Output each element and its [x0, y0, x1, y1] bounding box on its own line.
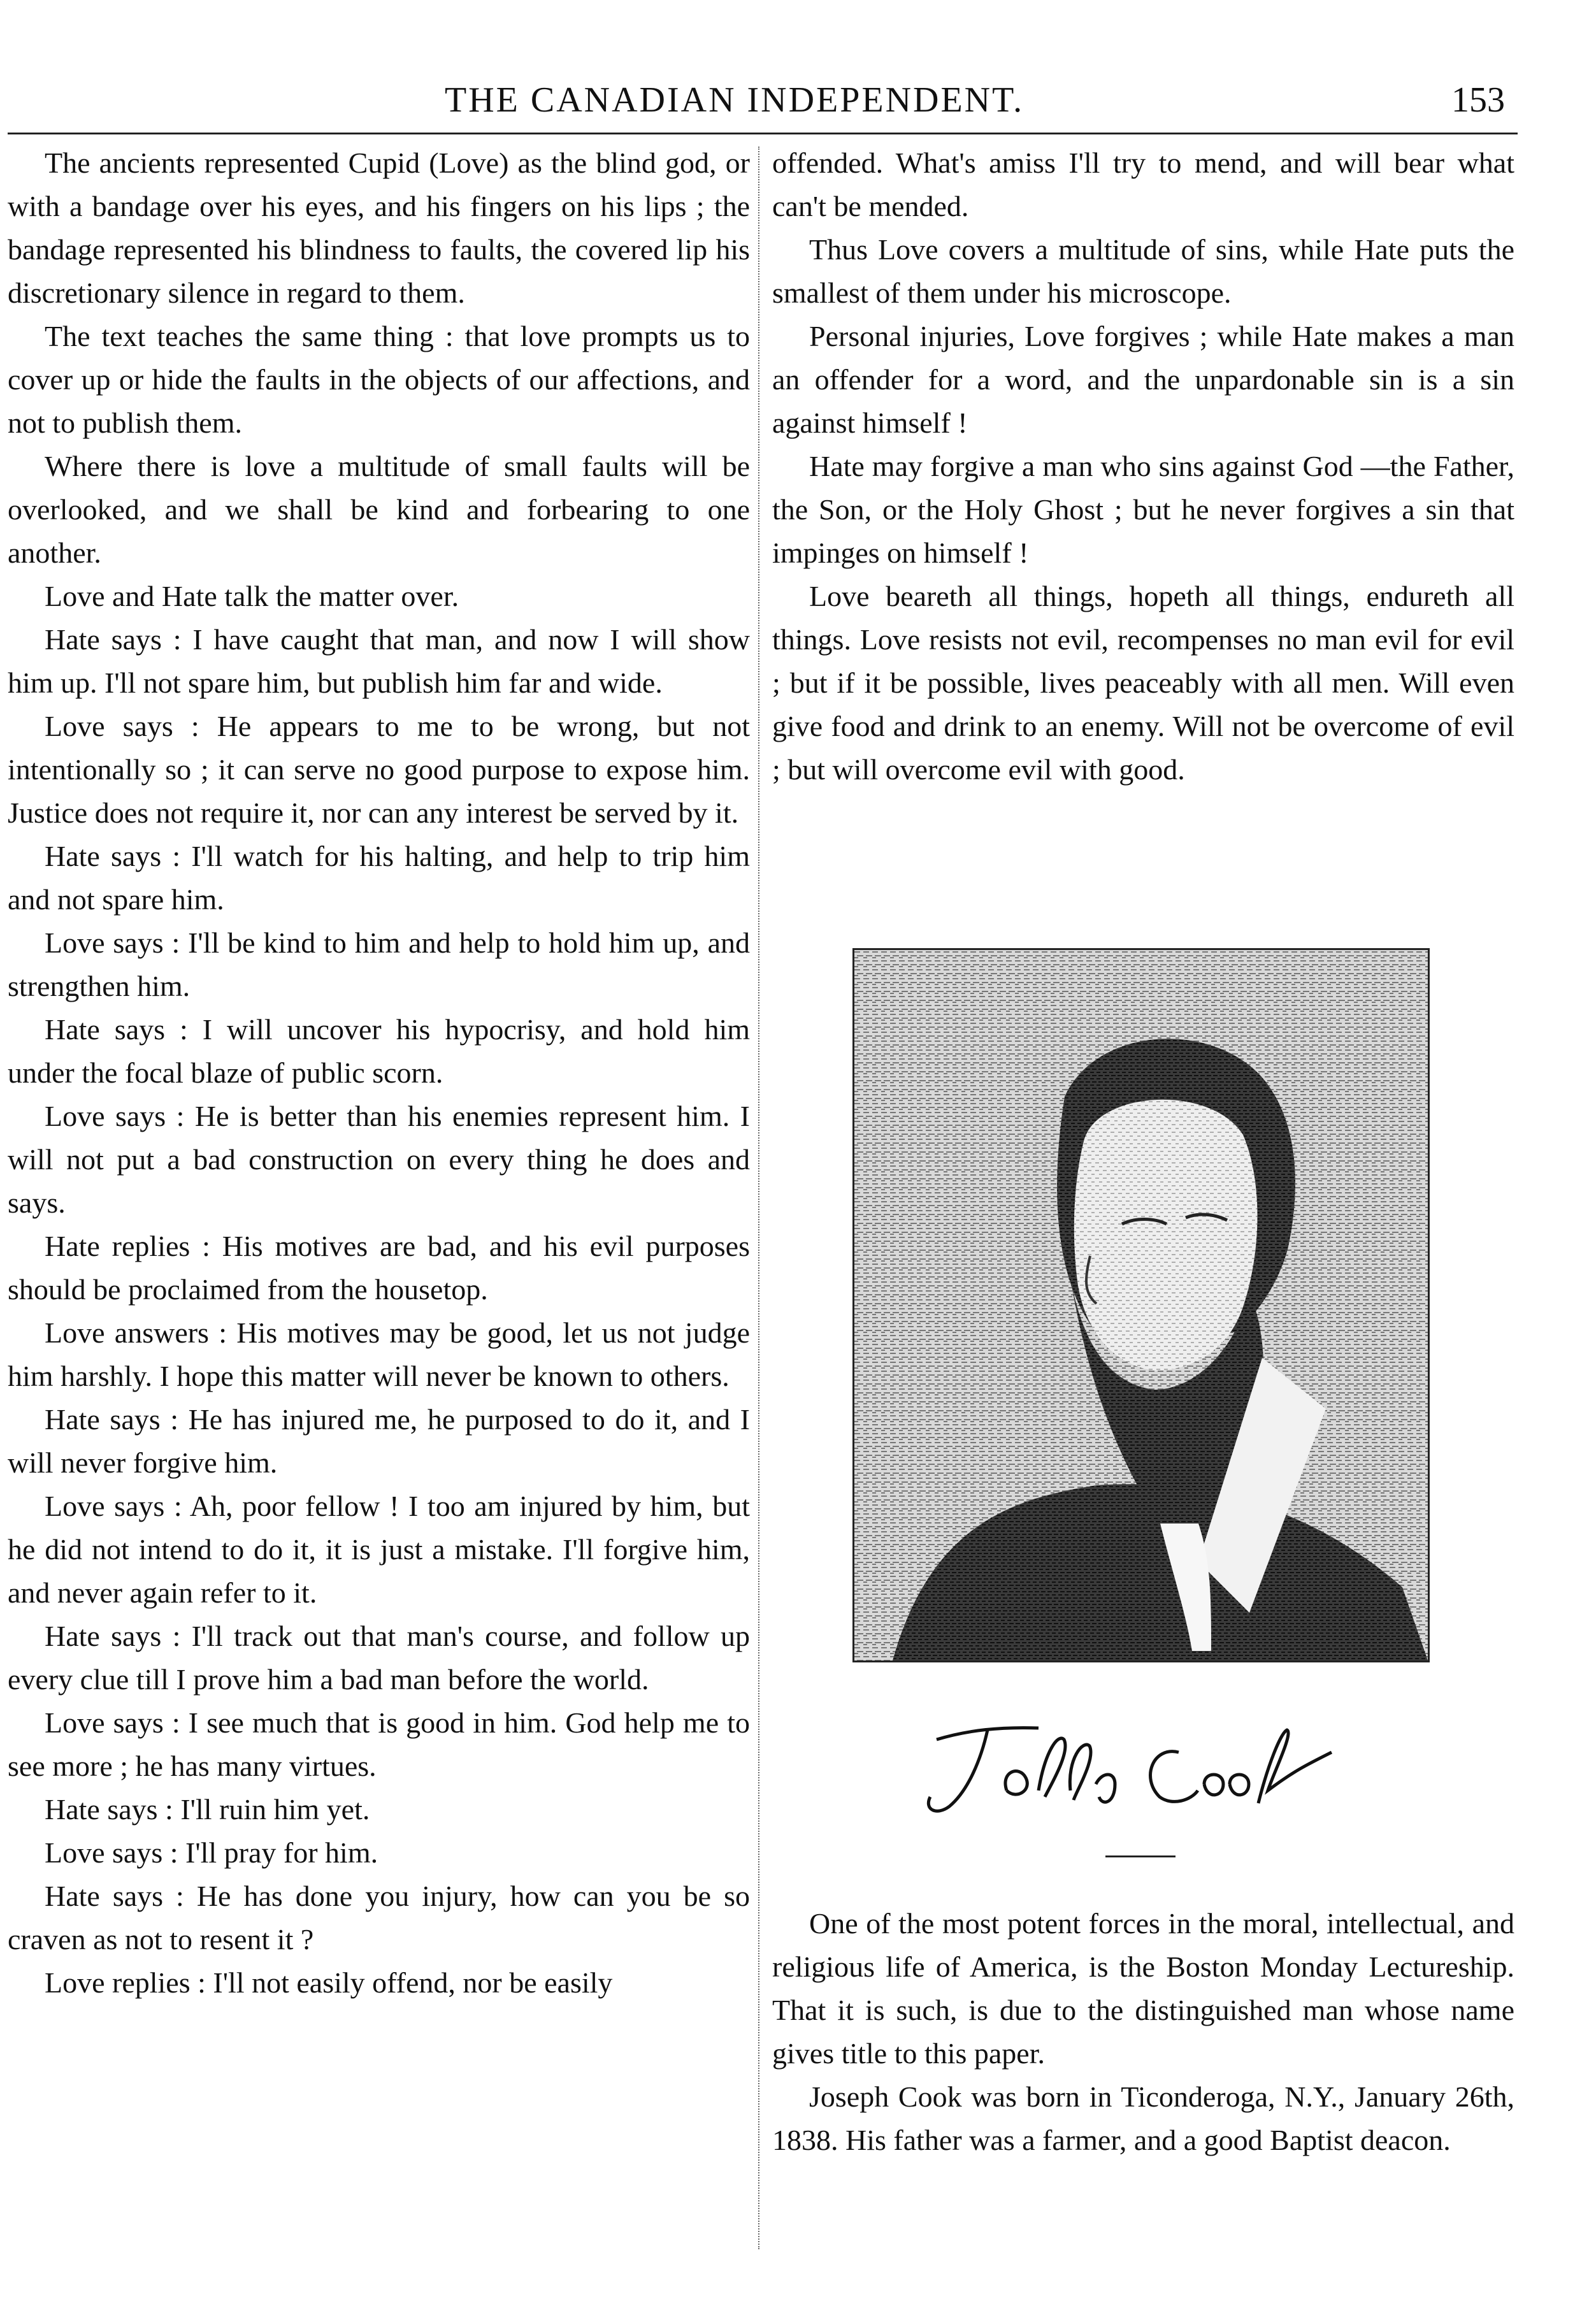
- portrait-engraving: [852, 948, 1430, 1662]
- section-divider: [1105, 1855, 1175, 1857]
- paragraph: Love says : I see much that is good in him. God help me to see more ; he has many virtues.: [8, 1706, 750, 1782]
- paragraph: The text teaches the same thing : that love prompts us to cover up or hide the faults in the objects of our affections, and not to publish them.: [8, 320, 750, 439]
- page-number: 153: [1451, 80, 1505, 120]
- column-divider: [758, 147, 761, 2249]
- paragraph: Love and Hate talk the matter over.: [45, 580, 459, 612]
- publication-title: THE CANADIAN INDEPENDENT.: [445, 80, 1024, 120]
- paragraph: Love says : I'll be kind to him and help to hold him up, and strengthen him.: [8, 926, 750, 1002]
- paragraph: Love says : I'll pray for him.: [45, 1836, 378, 1869]
- paragraph: offended. What's amiss I'll try to mend, and will bear what can't be mended.: [772, 147, 1514, 222]
- paragraph: One of the most potent forces in the moral, intellectual, and religious life of America, is the Boston Monday Lectureship. That it is such, is due to the distinguished man whose name gives title to this paper.: [772, 1907, 1514, 2070]
- paragraph: Hate says : He has injured me, he purposed to do it, and I will never forgive him.: [8, 1403, 750, 1479]
- paragraph: Joseph Cook was born in Ticonderoga, N.Y., January 26th, 1838. His father was a farmer, and a good Baptist deacon.: [772, 2080, 1514, 2156]
- paragraph: The ancients represented Cupid (Love) as the blind god, or with a bandage over his eyes, and his fingers on his lips ; the bandage represented his blindness to faults, the covered lip his discretionary silence in regard to them.: [8, 147, 750, 309]
- handwritten-signature-icon: [911, 1695, 1357, 1822]
- header-rule: [8, 133, 1518, 134]
- left-column: [8, 141, 750, 2005]
- paragraph: Love replies : I'll not easily offend, nor be easily: [45, 1966, 613, 1999]
- paragraph: Hate says : He has done you injury, how can you be so craven as not to resent it ?: [8, 1880, 750, 1956]
- paragraph: Hate says : I'll ruin him yet.: [45, 1793, 370, 1826]
- right-column-bottom: [772, 1902, 1514, 2162]
- paragraph: Thus Love covers a multitude of sins, while Hate puts the smallest of them under his microscope.: [772, 233, 1514, 309]
- paragraph: Hate replies : His motives are bad, and his evil purposes should be proclaimed from the housetop.: [8, 1230, 750, 1306]
- paragraph: Hate says : I'll watch for his halting, and help to trip him and not spare him.: [8, 840, 750, 916]
- paragraph: Hate says : I will uncover his hypocrisy, and hold him under the focal blaze of public scorn.: [8, 1013, 750, 1089]
- paragraph: Love says : He appears to me to be wrong, but not intentionally so ; it can serve no good purpose to expose him. Justice does not require it, nor can any interest be served by it.: [8, 710, 750, 829]
- paragraph: Hate says : I'll track out that man's course, and follow up every clue till I prove him a bad man before the world.: [8, 1620, 750, 1696]
- paragraph: Love beareth all things, hopeth all things, endureth all things. Love resists not evil, recompenses no man evil for evil ; but if it be possible, lives peaceably with all men. Will even give food and drink to an enemy. Will not be overcome of evil ; but will overcome evil with good.: [772, 580, 1514, 786]
- engraved-portrait-icon: [854, 950, 1428, 1661]
- paragraph: Love says : Ah, poor fellow ! I too am injured by him, but he did not intend to do it, it is just a mistake. I'll forgive him, and never again refer to it.: [8, 1490, 750, 1609]
- right-column-top: [772, 141, 1514, 791]
- paragraph: Where there is love a multitude of small faults will be overlooked, and we shall be kind and forbearing to one another.: [8, 450, 750, 569]
- paragraph: Personal injuries, Love forgives ; while Hate makes a man an offender for a word, and the unpardonable sin is a sin against himself !: [772, 320, 1514, 439]
- paragraph: Hate may forgive a man who sins against God —the Father, the Son, or the Holy Ghost ; but he never forgives a sin that impinges on himself !: [772, 450, 1514, 569]
- page-header: [0, 80, 1596, 131]
- paragraph: Hate says : I have caught that man, and now I will show him up. I'll not spare him, but publish him far and wide.: [8, 623, 750, 699]
- paragraph: Love answers : His motives may be good, let us not judge him harshly. I hope this matter will never be known to others.: [8, 1316, 750, 1392]
- paragraph: Love says : He is better than his enemies represent him. I will not put a bad construction on every thing he does and says.: [8, 1100, 750, 1219]
